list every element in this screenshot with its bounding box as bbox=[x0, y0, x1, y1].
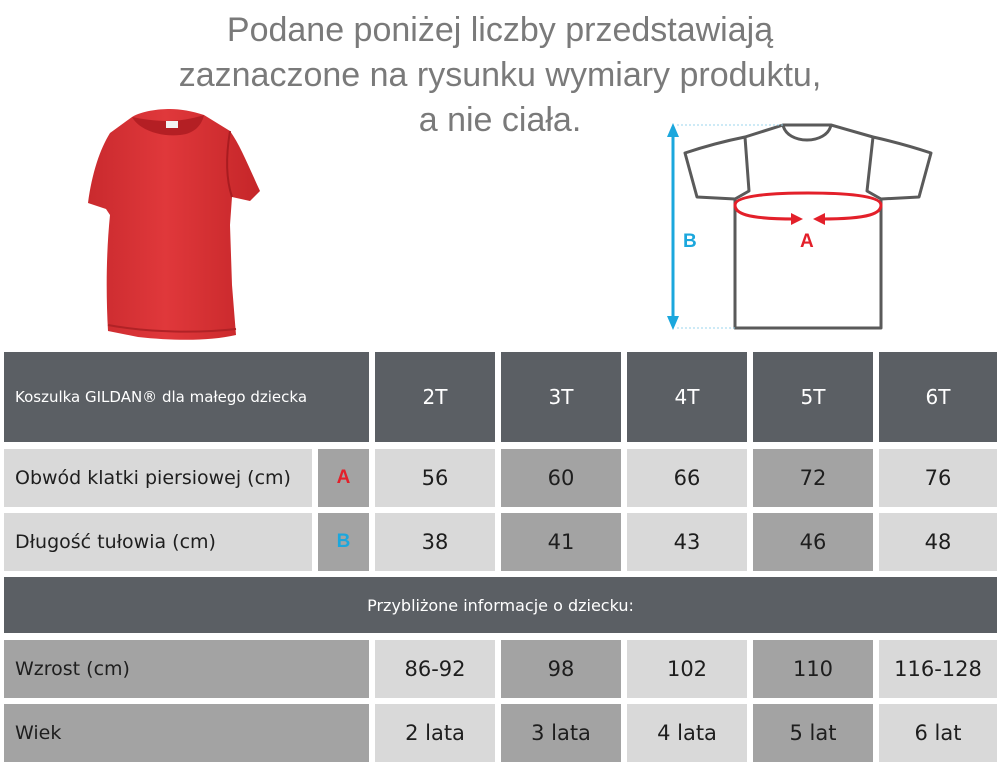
row-label-age: Wiek bbox=[4, 704, 369, 762]
table-title: Koszulka GILDAN® dla małego dziecka bbox=[4, 352, 369, 442]
child-info-band: Przybliżone informacje o dziecku: bbox=[4, 577, 997, 633]
chest-arrow-a bbox=[735, 193, 881, 225]
chest-value-2t: 56 bbox=[375, 449, 495, 507]
heading-line-1: Podane poniżej liczby przedstawiają bbox=[226, 11, 774, 49]
length-value-5t: 46 bbox=[753, 513, 873, 571]
length-arrow-b bbox=[667, 123, 679, 330]
diagram-label-b: B bbox=[683, 231, 697, 252]
tshirt-outline bbox=[685, 125, 931, 328]
shirt-body bbox=[88, 109, 260, 340]
row-label-chest: Obwód klatki piersiowej (cm) bbox=[4, 449, 312, 507]
row-marker-b: B bbox=[318, 513, 369, 571]
heading-line-3: a nie ciała. bbox=[418, 101, 582, 139]
shirt-label-tag bbox=[166, 121, 178, 128]
height-value-5t: 110 bbox=[753, 640, 873, 698]
length-value-3t: 41 bbox=[501, 513, 621, 571]
chest-value-4t: 66 bbox=[627, 449, 747, 507]
row-marker-a: A bbox=[318, 449, 369, 507]
heading-line-2: zaznaczone na rysunku wymiary produktu, bbox=[178, 56, 822, 94]
age-value-2t: 2 lata bbox=[375, 704, 495, 762]
red-tshirt-product-image bbox=[80, 105, 280, 345]
measurement-diagram bbox=[655, 115, 955, 340]
chest-value-3t: 60 bbox=[501, 449, 621, 507]
age-value-3t: 3 lata bbox=[501, 704, 621, 762]
size-header-6t: 6T bbox=[879, 352, 997, 442]
length-value-6t: 48 bbox=[879, 513, 997, 571]
height-value-2t: 86-92 bbox=[375, 640, 495, 698]
age-value-5t: 5 lat bbox=[753, 704, 873, 762]
age-value-4t: 4 lata bbox=[627, 704, 747, 762]
size-header-4t: 4T bbox=[627, 352, 747, 442]
length-value-4t: 43 bbox=[627, 513, 747, 571]
size-header-3t: 3T bbox=[501, 352, 621, 442]
row-label-length: Długość tułowia (cm) bbox=[4, 513, 312, 571]
diagram-label-a: A bbox=[800, 231, 814, 252]
length-value-2t: 38 bbox=[375, 513, 495, 571]
chest-value-6t: 76 bbox=[879, 449, 997, 507]
height-value-4t: 102 bbox=[627, 640, 747, 698]
size-header-5t: 5T bbox=[753, 352, 873, 442]
size-header-2t: 2T bbox=[375, 352, 495, 442]
height-value-6t: 116-128 bbox=[879, 640, 997, 698]
row-label-height: Wzrost (cm) bbox=[4, 640, 369, 698]
height-value-3t: 98 bbox=[501, 640, 621, 698]
chest-value-5t: 72 bbox=[753, 449, 873, 507]
age-value-6t: 6 lat bbox=[879, 704, 997, 762]
measure-lines bbox=[677, 125, 783, 328]
